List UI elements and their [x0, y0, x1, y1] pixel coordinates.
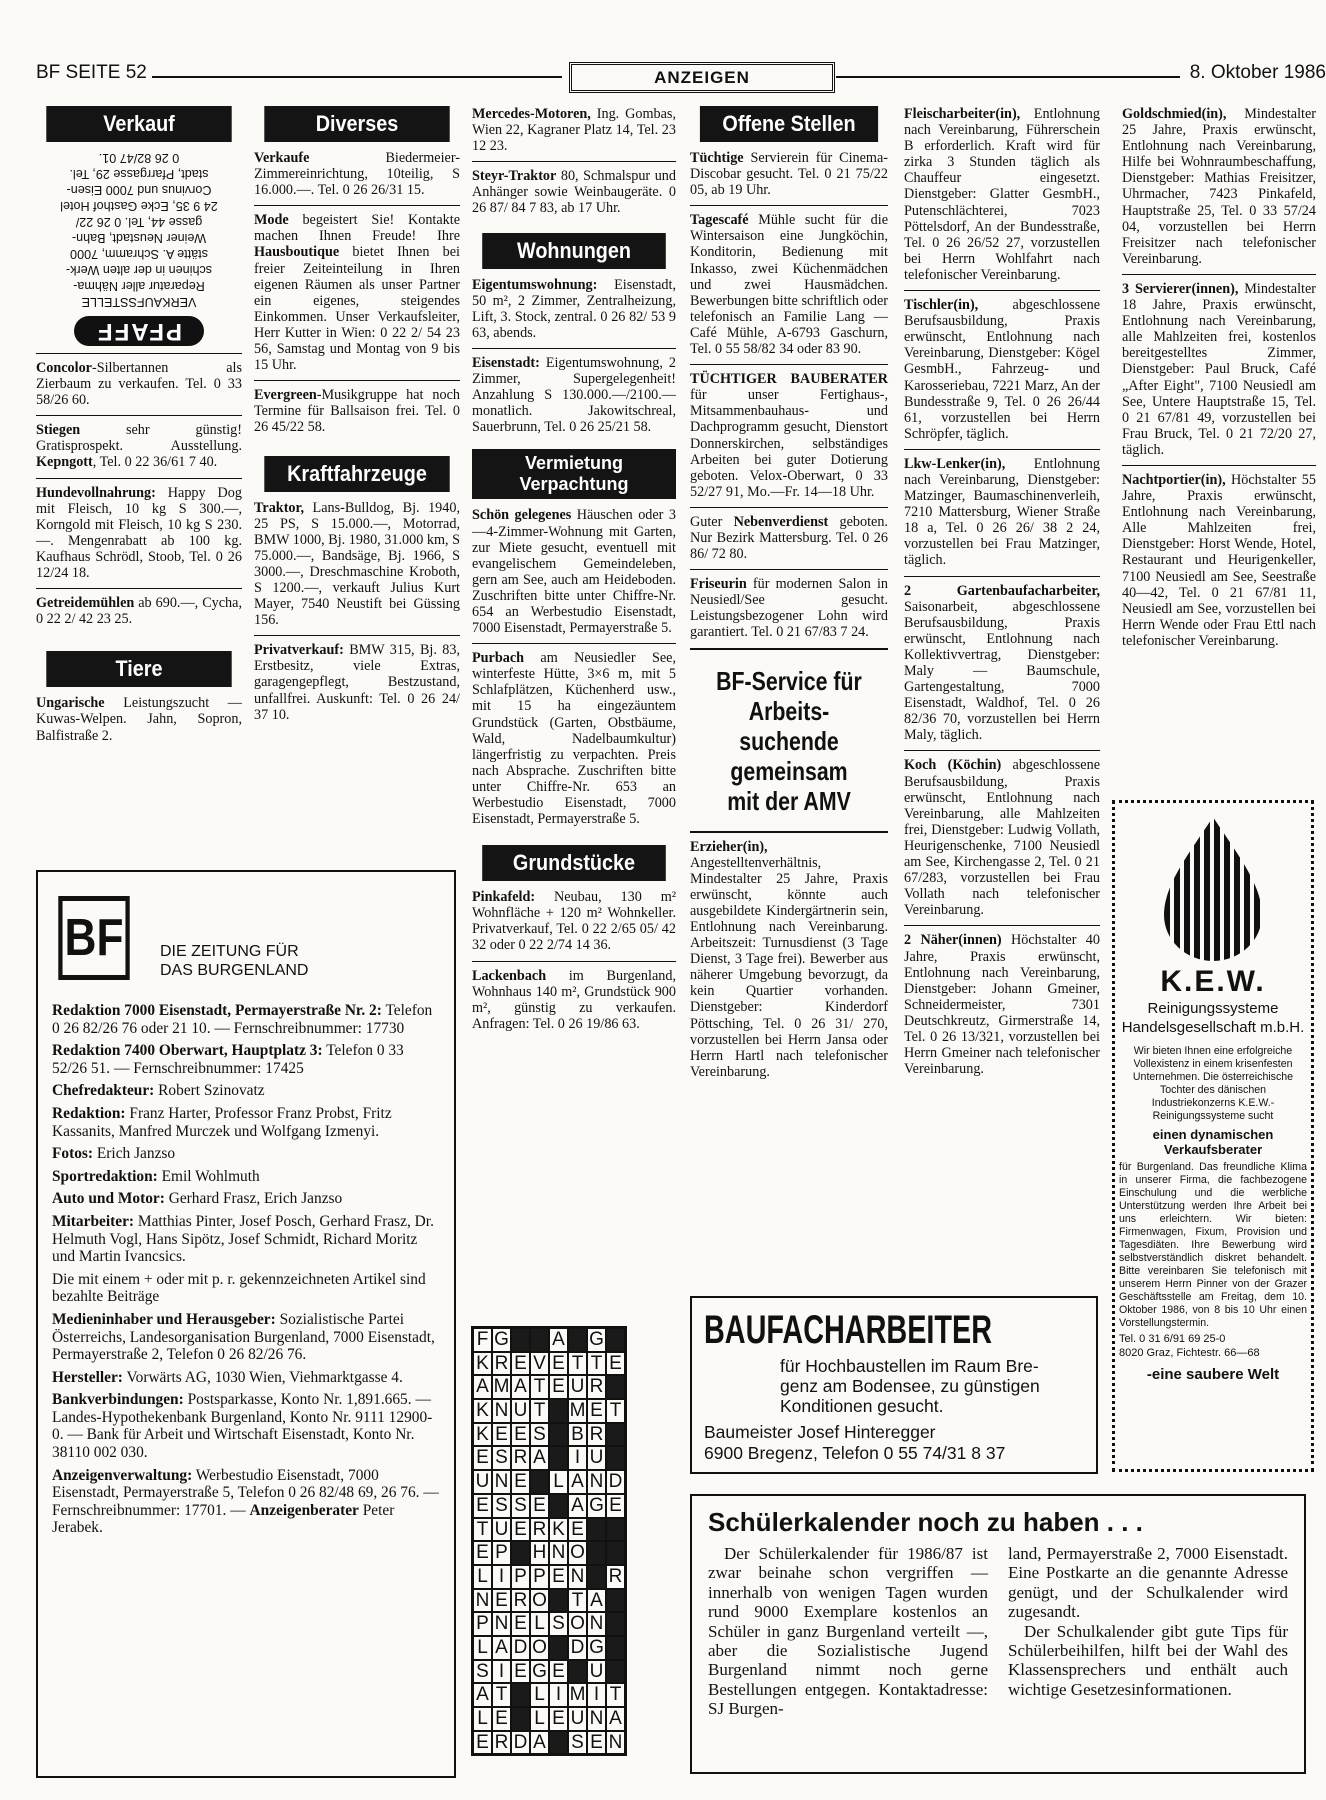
crossword-cell: I — [587, 1683, 606, 1707]
pfaff-line: schinen in der alten Werk- — [65, 263, 213, 277]
crossword-cell: R — [492, 1731, 511, 1755]
crossword-cell: E — [511, 1660, 530, 1684]
crossword-cell: T — [568, 1352, 587, 1376]
kew-contact-address: 8020 Graz, Fichtestr. 66—68 — [1119, 1347, 1260, 1359]
crossword-cell: I — [492, 1565, 511, 1589]
ad-steyr: Steyr-Traktor 80, Schmalspur und Anhänger sowie Weinbaugeräte. 0 26 87/ 84 7 83, ab 17 Uhr. — [472, 168, 676, 217]
crossword-cell: I — [492, 1660, 511, 1684]
crossword-cell: G — [530, 1660, 549, 1684]
crossword-black-cell — [549, 1589, 568, 1613]
ad-stiegen: Stiegen sehr günstig! Gratisprospekt. Ausstellung. Kepngott, Tel. 0 22 36/61 7 40. — [36, 422, 242, 471]
crossword-cell: G — [587, 1494, 606, 1518]
heading-wohnungen: Wohnungen — [482, 233, 666, 269]
crossword-black-cell — [511, 1541, 530, 1565]
bf-service-line: Arbeits- — [748, 695, 830, 726]
crossword-cell: L — [530, 1707, 549, 1731]
crossword-black-cell — [530, 1328, 549, 1352]
crossword-cell: S — [568, 1731, 587, 1755]
crossword-black-cell — [549, 1494, 568, 1518]
kew-tagline-2: Handelsgesellschaft m.b.H. — [1121, 1019, 1305, 1036]
divider — [904, 290, 1100, 291]
crossword-cell: G — [587, 1328, 606, 1352]
crossword-black-cell — [606, 1446, 625, 1470]
crossword-cell: N — [492, 1612, 511, 1636]
ad-friseurin: Friseurin für modernen Salon in Neusiedl/See gesucht. Leistungsbezogener Lohn wird garantiert. Tel. 0 21 67/83 7 24. — [690, 576, 888, 641]
crossword-cell: U — [511, 1399, 530, 1423]
crossword-cell: R — [606, 1565, 625, 1589]
pfaff-line: stätte A. Schramm, 7000 — [70, 247, 208, 261]
crossword-cell: E — [511, 1352, 530, 1376]
crossword-cell: E — [473, 1541, 492, 1565]
pfaff-line: 0 26 82/47 01. — [98, 151, 180, 165]
ad-evergreen: Evergreen-Musikgruppe hat noch Termine für Ballsaison frei. Tel. 0 26 45/22 58. — [254, 387, 460, 436]
ad-purbach: Purbach am Neusiedler See, winterfeste Hütte, 3×6 m, mit 5 Schlafplätzen, Küchenherd usw., mit 15 ha eingezäuntem Grundstück (Garten, Obstbäume, Wald, Nadelbaumkultur) längerfristig zu verpachten. Preis nach Absprache. Zuschriften bitte unter Chiffre-Nr. 653 an Werbestudio Eisenstadt, 7000 Eisenstadt, Permayerstraße 5. — [472, 650, 676, 828]
page-label: BF SEITE 52 — [36, 62, 147, 83]
schueler-right-para1: land, Permayerstraße 2, 7000 Eisenstadt. Eine Postkarte an die genannte Adresse genügt, und der Schulkalender wird zugesandt. — [1008, 1544, 1288, 1622]
crossword-cell: L — [473, 1707, 492, 1731]
crossword-cell: E — [492, 1589, 511, 1613]
impressum-fotos: Fotos: Erich Janzso — [52, 1145, 176, 1163]
divider — [254, 635, 460, 636]
bf-service-line: suchende — [739, 725, 839, 756]
crossword-cell: D — [568, 1636, 587, 1660]
heading-kraftfahrzeuge: Kraftfahrzeuge — [264, 456, 449, 492]
ad-mercedes: Mercedes-Motoren, Ing. Gombas, Wien 22, Kagraner Platz 14, Tel. 23 12 23. — [472, 106, 676, 155]
kew-tagline-1: Reinigungssysteme — [1147, 1000, 1279, 1017]
baufach-line: genz am Bodensee, zu günstigen — [780, 1376, 1040, 1396]
ad-eigentumswohnung: Eigentumswohnung: Eisenstadt, 50 m², 2 Zimmer, Zentralheizung, Lift, 3. Stock, zentral. 0 26 82/ 53 9 63, abends. — [472, 276, 676, 341]
ad-fleischarbeiter: Fleischarbeiter(in), Entlohnung nach Vereinbarung, Führerschein B erforderlich. Kraft wird für zirka 3 Stunden täglich als Chauffeur eingesetzt. Dienstgeber: Glatter GesmbH., Putenschlächterei, 7023 Pöttelsdorf, An der Bundesstraße, Tel. 0 26 26/52 27, vorzustellen bei Herrn Wohlfahrt nach telefonischer Vereinbarung. — [904, 106, 1100, 283]
crossword-black-cell — [606, 1612, 625, 1636]
ad-nebenverdienst: Guter Nebenverdienst geboten. Nur Bezirk Mattersburg. Tel. 0 26 86/ 72 80. — [690, 513, 888, 563]
crossword-cell: E — [530, 1494, 549, 1518]
ad-servierer: 3 Servierer(innen), Mindestalter 18 Jahre, Praxis erwünscht, Entlohnung nach Vereinbarung, alle Mahlzeiten frei, kostenlos bereitgestelltes Zimmer, Dienstgeber: Paul Bruck, Café „After Eight", 7100 Neusiedl am See, Untere Hauptstraße 15, Tel. 0 21 67/81 49, vorzustellen bei Frau Bruck, Tel. 0 21 72/20 27, täglich. — [1122, 280, 1316, 458]
divider — [36, 478, 242, 479]
schueler-left: Der Schülerkalender für 1986/87 ist zwar beinahe schon vergriffen — innerhalb von wenigen Tagen wurden rund 9000 Exemplare kostenlos an Schüler in ganz Burgenland verteilt —, aber die Sozialistische Jugend Burgenland nimmt noch gerne Bestellungen entgegen. Kontaktadresse: SJ Burgen- — [708, 1544, 988, 1719]
ad-goldschmied: Goldschmied(in), Mindestalter 25 Jahre, Praxis erwünscht, Entlohnung nach Vereinbarung, Hilfe bei Wohnraumbeschaffung, Dienstgeber: Mathias Freisitzer, Uhrmacher, 7423 Pinkafeld, Hauptstraße 25, Tel. 0 33 57/24 04, vorzustellen bei Herrn Freisitzer nach telefonischer Vereinbarung. — [1122, 106, 1316, 267]
crossword-cell: L — [530, 1612, 549, 1636]
crossword-cell: E — [511, 1612, 530, 1636]
crossword-cell: K — [473, 1423, 492, 1447]
ad-koch: Koch (Köchin) abgeschlossene Berufsausbildung, Praxis erwünscht, Entlohnung nach Vereinbarung, alle Mahlzeiten frei, Dienstgeber: Ludwig Vollath, Heurigenschenke, 7100 Neusiedl am See, Kirchengasse 2, Tel. 0 21 67/283, vorzustellen bei Frau Vollath nach telefonischer Vereinbarung. — [904, 757, 1100, 919]
crossword-cell: E — [549, 1707, 568, 1731]
crossword-cell: T — [530, 1399, 549, 1423]
crossword-black-cell — [606, 1636, 625, 1660]
divider — [904, 576, 1100, 577]
crossword-black-cell — [511, 1707, 530, 1731]
crossword-cell: A — [549, 1328, 568, 1352]
divider — [690, 507, 888, 508]
divider — [472, 961, 676, 962]
schueler-columns — [708, 1544, 1288, 1719]
crossword-cell: L — [549, 1470, 568, 1494]
ad-ungarische: Ungarische Leistungszucht — Kuwas-Welpen. Jahn, Sopron, Balfistraße 2. — [36, 695, 242, 744]
crossword-cell: N — [492, 1470, 511, 1494]
divider — [254, 380, 460, 381]
divider — [690, 648, 888, 650]
ad-concolor: Concolor-Silbertannen als Zierbaum zu verkaufen. Tel. 0 33 58/26 60. — [36, 360, 242, 409]
crossword-cell: A — [587, 1589, 606, 1613]
crossword-cell: F — [473, 1328, 492, 1352]
crossword-cell: E — [473, 1494, 492, 1518]
baufach-contact-name: Baumeister Josef Hinteregger — [704, 1422, 936, 1442]
crossword-black-cell — [606, 1589, 625, 1613]
ad-pinkafeld: Pinkafeld: Neubau, 130 m² Wohnfläche + 120 m² Wohnkeller. Privatverkauf, Tel. 0 22 2/65 05/ 42 32 oder 0 22 2/74 14 36. — [472, 889, 676, 954]
crossword-black-cell — [606, 1375, 625, 1399]
impressum-note: Die mit einem + oder mit p. r. gekennzeichneten Artikel sind bezahlte Beiträge — [52, 1270, 426, 1306]
heading-tiere: Tiere — [46, 651, 231, 687]
crossword-cell: R — [530, 1518, 549, 1542]
crossword-cell: D — [606, 1470, 625, 1494]
baufach-body — [704, 1356, 1084, 1416]
ad-lackenbach: Lackenbach im Burgenland, Wohnhaus 140 m², Grundstück 900 m², günstig zu verkaufen. Anfragen: Tel. 0 26 19/86 63. — [472, 967, 676, 1032]
kew-ad — [1112, 800, 1314, 1472]
issue-date: 8. Oktober 1986 — [1189, 62, 1326, 83]
column-2 — [254, 106, 460, 723]
pfaff-ad — [36, 150, 242, 346]
crossword-cell: U — [492, 1518, 511, 1542]
crossword-cell: T — [606, 1399, 625, 1423]
impressum-mitarbeiter: Mitarbeiter: Matthias Pinter, Josef Posch, Gerhard Frasz, Dr. Helmuth Vogl, Hans Sipötz, Josef Schmidt, Richard Moritz und Martin Ivancsics. — [52, 1212, 434, 1266]
schuelerkalender-article — [690, 1494, 1306, 1774]
crossword-cell: M — [493, 1376, 510, 1398]
crossword-cell: A — [606, 1707, 625, 1731]
pfaff-line: Weiner Neustadt, Bahn- — [71, 231, 207, 245]
crossword-cell: S — [473, 1660, 492, 1684]
ad-hundevollnahrung: Hundevollnahrung: Happy Dog mit Fleisch, 10 kg S 300.—, Korngold mit Fleisch, 10 kg S 230.—. Mengenrabatt ab 100 kg. Kaufhaus Schrödl, Stoob, Tel. 0 26 12/24 18. — [36, 484, 242, 582]
ad-lkw-lenker: Lkw-Lenker(in), Entlohnung nach Vereinbarung, Dienstgeber: Matzinger, Baumaschinenverleih, 7210 Mattersburg, Wiener Straße 18 a, Tel. 0 26 26/ 38 2 24, vorzustellen bei Frau Matzinger, täglich. — [904, 455, 1100, 569]
crossword-cell: E — [473, 1446, 492, 1470]
heading-vermietung-line1: Vermietung — [524, 453, 624, 474]
crossword-cell: G — [587, 1636, 606, 1660]
crossword-black-cell — [530, 1470, 549, 1494]
crossword-cell: M — [569, 1684, 586, 1706]
ad-tischler: Tischler(in), abgeschlossene Berufsausbildung, Praxis erwünscht, Entlohnung nach Vereinbarung, Dienstgeber: Kögel GesmbH., Fahrzeug- und Karosseriebau, 7221 Marz, An der Bundesstraße 9, Tel. 0 26 26/44 61, vorzustellen bei Herrn Schröpfer, täglich. — [904, 297, 1100, 442]
crossword-cell: E — [549, 1565, 568, 1589]
crossword-black-cell — [549, 1731, 568, 1755]
crossword-black-cell — [549, 1399, 568, 1423]
crossword-cell: E — [606, 1494, 625, 1518]
ad-bauberater: TÜCHTIGER BAUBERATER für unser Fertighaus-, Mitsammenbauhaus- und Dachprogramm gesucht, Dienstort Donnerskirchen, selbständiges Arbeiten bei guter Dotierung geboten. Velox-Oberwart, 0 33 52/27 91, Mo.—Fr. 14—18 Uhr. — [690, 371, 888, 500]
divider — [36, 353, 242, 354]
crossword-cell: I — [568, 1446, 587, 1470]
header-rule-right — [836, 76, 1180, 78]
crossword-black-cell — [511, 1328, 530, 1352]
divider — [1122, 465, 1316, 466]
crossword-cell: T — [568, 1589, 587, 1613]
crossword-black-cell — [568, 1660, 587, 1684]
crossword-cell: K — [549, 1518, 568, 1542]
schueler-right-para2: Der Schulkalender gibt gute Tips für Schülerbeihilfen, hilft bei der Wahl des Klassensprechers und enthält auch wichtige Gesetzesinformationen. — [1008, 1621, 1288, 1699]
baufach-contact-address: 6900 Bregenz, Telefon 0 55 74/31 8 37 — [704, 1443, 1006, 1463]
crossword-cell: T — [473, 1518, 492, 1542]
crossword-cell: H — [530, 1541, 549, 1565]
pfaff-line: stadt, Pfarrgasse 29, Tel. — [69, 167, 209, 181]
crossword-cell: L — [473, 1565, 492, 1589]
impressum-box — [36, 870, 456, 1778]
crossword-cell: E — [568, 1518, 587, 1542]
crossword-black-cell — [606, 1328, 625, 1352]
baufach-line: für Hochbaustellen im Raum Bre- — [780, 1356, 1039, 1376]
heading-diverses: Diverses — [264, 106, 449, 142]
ad-getreidemuehlen: Getreidemühlen ab 690.—, Cycha, 0 22 2/ 42 23 25. — [36, 595, 242, 628]
impressum-redaktion-oberwart: Redaktion 7400 Oberwart, Hauptplatz 3: Telefon 0 33 52/26 51. — Fernschreibnummer: 17425 — [52, 1042, 404, 1077]
crossword-black-cell — [606, 1518, 625, 1542]
crossword — [472, 1326, 676, 1776]
crossword-cell: P — [473, 1612, 492, 1636]
crossword-black-cell — [606, 1660, 625, 1684]
heading-grundstuecke: Grundstücke — [482, 845, 666, 881]
ad-privatverkauf: Privatverkauf: BMW 315, Bj. 83, Erstbesitz, viele Extras, garagengepflegt, Bestzustand, unfallfrei. Auskunft: Tel. 0 26 24/ 37 10. — [254, 642, 460, 723]
bf-service-banner — [708, 656, 870, 824]
pfaff-line: gasse 44, Tel. 0 26 22/ — [75, 215, 203, 229]
crossword-black-cell — [549, 1446, 568, 1470]
crossword-black-cell — [587, 1565, 606, 1589]
crossword-cell: P — [530, 1565, 549, 1589]
crossword-cell: A — [530, 1446, 549, 1470]
crossword-cell: K — [473, 1352, 492, 1376]
kew-body: für Burgenland. Das freundliche Klima in unserer Firma, die fachbezogene Einschulung und die werbliche Unterstützung werden Ihre Arbeit bei uns erleichtern. Wir bieten: Firmenwagen, Fixum, Provision und Tagesdiäten. Ihre Bewerbung wird selbstverständlich diskret behandelt. Bitte vereinbaren Sie telefonisch mit unserem Herrn Pinner von der Grazer Geschäftsstelle am Freitag, dem 10. Oktober 1986, von 8 bis 10 Uhr einen Vorstellungstermin. — [1119, 1161, 1307, 1329]
crossword-cell: N — [568, 1565, 587, 1589]
crossword-black-cell — [606, 1423, 625, 1447]
crossword-grid — [471, 1326, 627, 1756]
crossword-cell: N — [587, 1707, 606, 1731]
divider — [690, 205, 888, 206]
crossword-cell: V — [530, 1352, 549, 1376]
divider — [904, 750, 1100, 751]
crossword-cell: E — [587, 1731, 606, 1755]
crossword-cell: E — [492, 1423, 511, 1447]
crossword-black-cell — [606, 1541, 625, 1565]
crossword-cell: E — [492, 1707, 511, 1731]
bf-service-line: mit der AMV — [727, 785, 851, 816]
impressum-redaktion-eisenstadt: Redaktion 7000 Eisenstadt, Permayerstraße Nr. 2: Telefon 0 26 82/26 76 oder 21 10. — Fernschreibnummer: 17730 — [52, 1002, 433, 1037]
crossword-cell: A — [568, 1470, 587, 1494]
crossword-cell: P — [492, 1541, 511, 1565]
ad-tagescafe: Tagescafé Mühle sucht für die Wintersaison eine Jungköchin, Konditorin, Bedienung mit Inkasso, zwei Küchenmädchen und zwei Hausmädchen. Bewerbungen bitte schriftlich oder telefonisch an Familie Lang — Café Mühle, A-6793 Gaschurn, Tel. 0 55 58/82 34 oder 83 90. — [690, 212, 888, 358]
kew-contact-phone: Tel. 0 31 6/91 69 25-0 — [1119, 1333, 1226, 1345]
divider — [690, 831, 888, 833]
divider — [472, 348, 676, 349]
page-header — [36, 62, 1326, 92]
ad-nachtportier: Nachtportier(in), Höchstalter 55 Jahre, Praxis erwünscht, Entlohnung nach Vereinbarung, Alle Mahlzeiten frei, Dienstgeber: Horst Wende, Hotel, Restaurant und Heurigenkeller, 7100 Neusiedl am See, Seestraße 40—42, Tel. 0 21 67/81 11, Neusiedl am See, vorzustellen bei Herrn Wende oder Frau Ettl nach telefonischer Vereinbarung. — [1122, 471, 1316, 649]
divider — [904, 925, 1100, 926]
heading-vermietung-line2: Verpachtung — [519, 474, 629, 495]
ad-eisenstadt: Eisenstadt: Eigentumswohnung, 2 Zimmer, Supergelegenheit! Anzahlung S 130.000.—/2100.— monatlich. Jakowitschreal, Sauerbrunn, Tel. 0 26 25/21 58. — [472, 354, 676, 436]
ad-naeherinnen: 2 Näher(innen) Höchstalter 40 Jahre, Praxis erwünscht, Entlohnung nach Vereinbarung, Dienstgeber: Johann Gmeiner, Schneidermeister, 7301 Deutschkreutz, Girmerstraße 14, Tel. 0 26 13/321, vorzustellen bei Herrn Gmeiner nach telefonischer Vereinbarung. — [904, 932, 1100, 1078]
crossword-black-cell — [587, 1518, 606, 1542]
kew-intro: Wir bieten Ihnen eine erfolgreiche Vollexistenz in einem krisenfesten Unternehmen. Die österreichische Tochter des dänischen Industriekonzerns K.E.W.-Reinigungssysteme sucht — [1132, 1045, 1294, 1122]
impressum-bank: Bankverbindungen: Postsparkasse, Konto Nr. 1,891.665. — Landes-Hypothekenbank Burgenland, Konto Nr. 9111 12900-0. — Bank für Arbeit und Wirtschaft Eisenstadt, Konto Nr. 38110 002 030. — [52, 1391, 433, 1462]
baufach-contact — [704, 1422, 1084, 1464]
crossword-cell: N — [587, 1612, 606, 1636]
crossword-cell: T — [530, 1375, 549, 1399]
crossword-cell: P — [511, 1565, 530, 1589]
pfaff-line: Reparatur aller Nähma- — [73, 279, 205, 293]
crossword-cell: T — [606, 1683, 625, 1707]
crossword-cell: U — [568, 1707, 587, 1731]
ad-verkaufe: Verkaufe Biedermeier-Zimmereinrichtung, 10teilig, S 16.000.—. Tel. 0 26 26/31 15. — [254, 150, 460, 199]
crossword-black-cell — [549, 1423, 568, 1447]
kew-logo: K.E.W. — [1160, 965, 1266, 998]
crossword-cell: R — [511, 1446, 530, 1470]
bf-service-line: BF-Service für — [716, 665, 862, 696]
column-6 — [1122, 106, 1316, 649]
bf-tagline-line: DAS BURGENLAND — [160, 962, 309, 979]
crossword-cell: T — [587, 1352, 606, 1376]
crossword-cell: N — [587, 1470, 606, 1494]
impressum-sport: Sportredaktion: Emil Wohlmuth — [52, 1167, 260, 1185]
crossword-cell: E — [473, 1731, 492, 1755]
pfaff-text — [36, 150, 242, 346]
crossword-cell: S — [511, 1494, 530, 1518]
kew-role: einen dynamischen Verkaufsberater — [1152, 1127, 1274, 1157]
crossword-cell: A — [568, 1494, 587, 1518]
impressum-hersteller: Hersteller: Vorwärts AG, 1030 Wien, Viehmarktgasse 4. — [52, 1368, 403, 1386]
impressum-auto: Auto und Motor: Gerhard Frasz, Erich Janzso — [52, 1190, 343, 1208]
crossword-cell: A — [473, 1683, 492, 1707]
crossword-cell: U — [473, 1470, 492, 1494]
ad-schoen-gelegenes: Schön gelegenes Häuschen oder 3—4-Zimmer-Wohnung mit Garten, zur Miete gesucht, eventuell mit evangelischem Gemeindeleben, gern am See, auch am Heideboden. Zuschriften bitte unter Chiffre-Nr. 654 an Werbestudio Eisenstadt, 7000 Eisenstadt, Permayerstraße 5. — [472, 507, 676, 637]
crossword-cell: N — [492, 1399, 511, 1423]
bf-tagline — [160, 942, 308, 980]
crossword-cell: I — [549, 1683, 568, 1707]
crossword-cell: N — [549, 1541, 568, 1565]
crossword-black-cell — [549, 1636, 568, 1660]
pfaff-line: 24 9 35, Ecke Gasthof Hotel — [60, 199, 218, 213]
pfaff-line: VERKAUFSSTELLE — [81, 295, 197, 309]
divider — [904, 449, 1100, 450]
divider — [1122, 274, 1316, 275]
baufach-title: BAUFACHARBEITER — [704, 1308, 992, 1352]
crossword-cell: A — [530, 1731, 549, 1755]
crossword-black-cell — [587, 1541, 606, 1565]
crossword-cell: S — [530, 1423, 549, 1447]
crossword-cell: S — [492, 1446, 511, 1470]
crossword-cell: U — [587, 1660, 606, 1684]
divider — [472, 643, 676, 644]
heading-vermietung — [472, 449, 676, 499]
ad-erzieher: Erzieher(in), Angestelltenverhältnis, Mindestalter 25 Jahre, Praxis erwünscht, könnte auch ausgebildete Kindergärtnerin sein, Entlohnung nach Vereinbarung. Arbeitszeit: Turnusdienst (3 Tage Dienst, 3 Tage frei). Bewerber aus näherer Umgebung bevorzugt, da kein Quartier vorhanden. Dienstgeber: Kinderdorf Pöttsching, Tel. 0 26 31/ 270, vorzustellen bei Herrn Jansa oder Herrn Hartl nach telefonischer Vereinbarung. — [690, 838, 888, 1080]
crossword-cell: S — [549, 1612, 568, 1636]
divider — [472, 161, 676, 162]
crossword-cell: O — [568, 1541, 587, 1565]
crossword-cell: E — [549, 1375, 568, 1399]
crossword-cell: S — [492, 1494, 511, 1518]
column-4 — [690, 106, 888, 1080]
divider — [254, 205, 460, 206]
crossword-cell: G — [492, 1328, 511, 1352]
crossword-cell: E — [511, 1518, 530, 1542]
column-3 — [472, 106, 676, 1032]
crossword-cell: L — [530, 1683, 549, 1707]
crossword-cell: B — [568, 1423, 587, 1447]
ad-mode: Mode begeistert Sie! Kontakte machen Ihnen Freude! Ihre Hausboutique bietet Ihnen bei freier Zeiteinteilung in Ihren eigenen Räumen als unser Partner ein eigenes, steigendes Einkommen. Unser Verkaufsleiter, Herr Kutter in Wien: 0 22 2/ 54 23 56, Samstag und Montag von 9 bis 15 Uhr. — [254, 212, 460, 374]
crossword-black-cell — [511, 1683, 530, 1707]
crossword-cell: E — [511, 1423, 530, 1447]
crossword-cell: R — [492, 1352, 511, 1376]
kew-slogan: -eine saubere Welt — [1146, 1366, 1280, 1383]
crossword-cell: E — [606, 1352, 625, 1376]
ad-traktor: Traktor, Lans-Bulldog, Bj. 1940, 25 PS, S 15.000.—, Motorrad, BMW 1000, Bj. 1980, 31.000 km, S 75.000.—, Bandsäge, Bj. 1966, S 3000.—, Dreschmaschine Kroboth, S 1200.—, verkauft Julius Kurt Mayer, 7540 Neustift bei Güssing 156. — [254, 499, 460, 629]
baufacharbeiter-ad — [690, 1296, 1098, 1474]
bf-service-line: gemeinsam — [730, 755, 848, 786]
bf-tagline-line: DIE ZEITUNG FÜR — [160, 943, 299, 960]
heading-verkauf: Verkauf — [46, 106, 231, 142]
impressum-chefredakteur: Chefredakteur: Robert Szinovatz — [52, 1082, 265, 1100]
crossword-cell: D — [511, 1731, 530, 1755]
crossword-cell: D — [511, 1636, 530, 1660]
schueler-right — [1008, 1544, 1288, 1719]
heading-offene-stellen: Offene Stellen — [700, 106, 878, 142]
crossword-cell: R — [587, 1423, 606, 1447]
column-5 — [904, 106, 1100, 1077]
crossword-cell: R — [511, 1589, 530, 1613]
divider — [36, 588, 242, 589]
divider — [690, 569, 888, 570]
ad-tuechtige: Tüchtige Servierein für Cinema-Discobar gesucht. Tel. 0 21 75/22 05, ab 19 Uhr. — [690, 150, 888, 199]
crossword-cell: O — [530, 1589, 549, 1613]
crossword-cell: O — [530, 1636, 549, 1660]
crossword-cell: N — [606, 1731, 625, 1755]
impressum-anzeigen: Anzeigenverwaltung: Werbestudio Eisenstadt, 7000 Eisenstadt, Permayerstraße 5, Telefon 0 26 82/48 69, 26 76. — Fernschreibnummer: 17701. — Anzeigenberater Peter Jerabek. — [52, 1466, 439, 1537]
drop-stripes-icon — [1158, 815, 1268, 965]
crossword-cell: L — [473, 1636, 492, 1660]
bf-masthead — [52, 896, 440, 980]
bf-logo: BF — [58, 896, 129, 980]
divider — [690, 364, 888, 365]
crossword-cell: T — [492, 1683, 511, 1707]
crossword-cell: E — [587, 1399, 606, 1423]
header-rule-left — [152, 76, 562, 78]
crossword-cell: N — [473, 1589, 492, 1613]
section-title: ANZEIGEN — [569, 62, 835, 93]
pfaff-line: Corvinus und 7000 Eisen- — [66, 183, 212, 197]
pfaff-logo: PFAFF — [74, 316, 204, 346]
crossword-cell: U — [568, 1375, 587, 1399]
crossword-cell: A — [473, 1375, 492, 1399]
crossword-cell: A — [511, 1375, 530, 1399]
impressum-redaktion: Redaktion: Franz Harter, Professor Franz Probst, Fritz Kassanits, Manfred Murczek und Wolfgang Izmenyi. — [52, 1104, 392, 1140]
divider — [36, 415, 242, 416]
crossword-black-cell — [568, 1328, 587, 1352]
crossword-cell: O — [568, 1612, 587, 1636]
crossword-cell: E — [549, 1660, 568, 1684]
crossword-cell: U — [587, 1446, 606, 1470]
baufach-line: Konditionen gesucht. — [780, 1396, 944, 1416]
crossword-cell: K — [473, 1399, 492, 1423]
crossword-cell: A — [492, 1636, 511, 1660]
ad-gartenbau: 2 Gartenbaufacharbeiter, Saisonarbeit, abgeschlossene Berufsausbildung, Praxis erwünscht, Entlohnung nach Kollektivvertrag, Dienstgeber: Maly — Baumschule, Gartengestaltung, 7000 Eisenstadt, Waldhof, Tel. 0 26 82/36 70, vorzustellen bei Herrn Maly, täglich. — [904, 582, 1100, 744]
crossword-cell: R — [587, 1375, 606, 1399]
column-1 — [36, 106, 242, 744]
crossword-cell: E — [549, 1352, 568, 1376]
crossword-cell: M — [569, 1400, 586, 1422]
schueler-title: Schülerkalender noch zu haben . . . — [708, 1507, 1143, 1537]
impressum-herausgeber: Medieninhaber und Herausgeber: Sozialistische Partei Österreichs, Landesorganisation Burgenland, 7000 Eisenstadt, Permayerstraße 2, Telefon 0 26 82/26 76. — [52, 1310, 435, 1364]
crossword-cell: E — [511, 1470, 530, 1494]
